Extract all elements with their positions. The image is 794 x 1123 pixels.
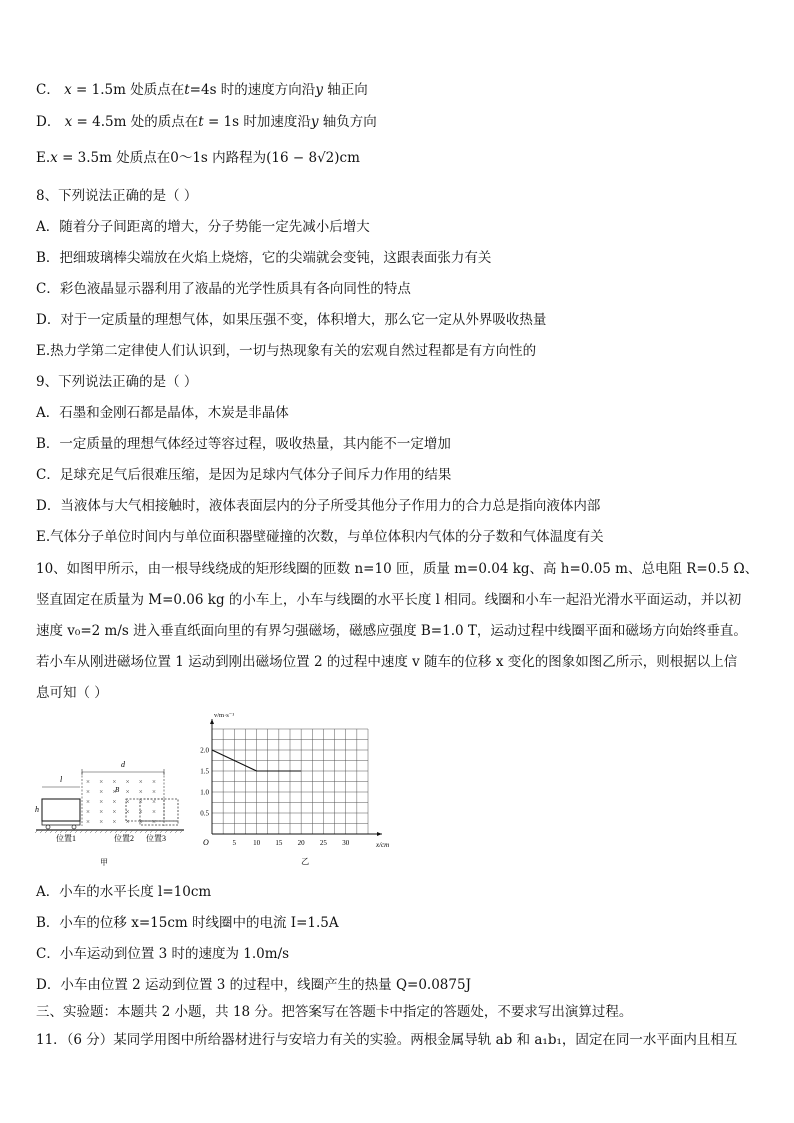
field-cross-icon: × <box>152 778 156 786</box>
q9-option-c: C．足球充足气后很难压缩，是因为足球内气体分子间斥力作用的结果 <box>36 467 452 483</box>
q9-option-d: D．当液体与大气相接触时，液体表面层内的分子所受其他分子作用力的合力总是指向液体内部 <box>36 498 601 514</box>
y-tick-label: 2.0 <box>200 746 209 755</box>
x-axis-arrow-icon <box>377 832 382 836</box>
q9-option-e: E.气体分子单位时间内与单位面积器壁碰撞的次数，与单位体积内气体的分子数和气体温度有关 <box>36 529 604 545</box>
field-cross-icon: × <box>112 818 117 826</box>
chart-grid <box>212 729 368 834</box>
q8-option-e: E.热力学第二定律使人们认识到，一切与热现象有关的宏观自然过程都是有方向性的 <box>36 343 537 359</box>
math-path: (16 − 8√2)cm <box>266 150 360 166</box>
wheel-icon <box>46 825 50 829</box>
q10-stem-line4: 若小车从刚进磁场位置 1 运动到刚出磁场位置 2 的过程中速度 v 随车的位移 x 变化的图象如图乙所示，则根据以上信 <box>36 654 738 670</box>
q7-option-d <box>36 112 377 132</box>
math-axis: y <box>315 82 323 98</box>
field-cross-icon: × <box>99 818 104 826</box>
q8-option-c: C．彩色液晶显示器利用了液晶的光学性质具有各向同性的特点 <box>36 281 411 297</box>
cart-position1 <box>42 821 80 825</box>
coil-position3 <box>140 799 178 821</box>
q8-stem: 8、下列说法正确的是（ ） <box>36 188 198 204</box>
field-cross-icon: × <box>99 778 104 786</box>
y-tick-label: 0.5 <box>200 809 209 818</box>
label-position2: 位置2 <box>114 834 134 843</box>
x-tick-label: 15 <box>275 839 283 847</box>
text: 时的速度方向沿 <box>216 82 316 98</box>
text: 时加速度沿 <box>239 114 311 130</box>
q9-option-b: B．一定质量的理想气体经过等容过程，吸收热量，其内能不一定增加 <box>36 436 451 452</box>
coil-position2 <box>126 799 164 821</box>
label-position3: 位置3 <box>146 834 166 843</box>
math-x: x <box>50 150 58 166</box>
x-tick-label: 20 <box>297 839 305 847</box>
math-value: = 1.5m <box>71 82 126 98</box>
text: 处质点在 <box>111 150 171 166</box>
chart-axes <box>210 719 382 836</box>
q8-option-a: A．随着分子间距离的增大，分子势能一定先减小后增大 <box>36 219 370 235</box>
field-cross-icon: × <box>86 798 90 806</box>
q10-option-d: D．小车由位置 2 运动到位置 3 的过程中，线圈产生的热量 Q=0.0875J <box>36 977 471 993</box>
field-cross-icon: × <box>86 778 90 786</box>
section-3-heading: 三、实验题：本题共 2 小题，共 18 分。把答案写在答题卡中指定的答题处，不要求写出演算过程。 <box>36 1004 633 1020</box>
label-B: B <box>115 786 120 794</box>
wheel-icon <box>72 825 76 829</box>
field-cross-icon: × <box>152 788 156 796</box>
x-tick-label: 10 <box>253 839 261 847</box>
chart-xlabel: x/cm <box>376 841 390 849</box>
math-t-value: =4s <box>189 82 217 98</box>
math-t: t <box>184 82 190 98</box>
text: 内路程为 <box>207 150 267 166</box>
option-label: E. <box>36 150 51 166</box>
field-cross-icon: × <box>86 818 90 826</box>
math-x: x <box>64 82 72 98</box>
label-d: d <box>121 760 125 769</box>
chart-ylabel: v/m·s⁻¹ <box>214 712 235 719</box>
chart-tick-labels <box>200 747 349 848</box>
q10-stem-line2: 竖直固定在质量为 M=0.06 kg 的小车上，小车与线圈的水平长度 l 相同。线圈和小车一起沿光滑水平面运动，并以初 <box>36 592 742 608</box>
y-axis-arrow-icon <box>210 719 214 724</box>
q7-option-e <box>36 148 360 168</box>
q10-stem-line1: 10、如图甲所示，由一根导线绕成的矩形线圈的匝数 n=10 匝，质量 m=0.04 kg、高 h=0.05 m、总电阻 R=0.5 Ω、 <box>36 561 759 577</box>
field-cross-icon: × <box>112 798 117 806</box>
field-cross-icon: × <box>125 818 130 826</box>
coil-position1 <box>42 799 80 821</box>
q10-option-b: B．小车的位移 x=15cm 时线圈中的电流 I=1.5A <box>36 915 339 931</box>
field-cross-icon: × <box>138 778 143 786</box>
field-cross-icon: × <box>152 818 156 826</box>
q7-option-c <box>36 80 368 100</box>
field-cross-icon: × <box>99 798 104 806</box>
chart-caption: 乙 <box>301 857 310 866</box>
option-label: D． <box>36 114 61 130</box>
field-cross-icon: × <box>152 808 156 816</box>
figure-jia <box>34 760 204 870</box>
q10-stem-line3: 速度 v₀=2 m/s 进入垂直纸面向里的有界匀强磁场，磁感应强度 B=1.0 T，运动过程中线圈平面和磁场方向始终垂直。 <box>36 623 747 639</box>
text: 处质点在 <box>125 82 185 98</box>
option-label: C． <box>36 82 60 98</box>
q8-option-b: B．把细玻璃棒尖端放在火焰上烧熔，它的尖端就会变钝，这跟表面张力有关 <box>36 250 492 266</box>
label-h: h <box>35 805 39 814</box>
magnetic-field-crosses <box>86 778 156 826</box>
math-t-value: = 1s <box>203 114 240 130</box>
field-cross-icon: × <box>138 788 143 796</box>
q9-option-a: A．石墨和金刚石都是晶体，木炭是非晶体 <box>36 405 289 421</box>
text: 轴负方向 <box>318 114 377 130</box>
text: 轴正向 <box>322 82 368 98</box>
math-value: = 3.5m <box>57 150 112 166</box>
y-tick-label: 1.0 <box>200 788 209 797</box>
field-cross-icon: × <box>86 808 90 816</box>
text: 处的质点在 <box>126 114 199 130</box>
chart-origin: O <box>203 838 209 847</box>
field-cross-icon: × <box>99 788 104 796</box>
label-l: l <box>60 775 63 784</box>
field-cross-icon: × <box>125 798 130 806</box>
field-cross-icon: × <box>112 778 117 786</box>
q9-stem: 9、下列说法正确的是（ ） <box>36 374 198 390</box>
x-tick-label: 5 <box>232 839 237 847</box>
field-cross-icon: × <box>99 808 104 816</box>
y-tick-label: 1.5 <box>200 767 209 776</box>
figure-yi-chart <box>194 712 394 872</box>
field-cross-icon: × <box>112 808 117 816</box>
math-x: x <box>64 114 73 130</box>
field-cross-icon: × <box>125 788 130 796</box>
field-cross-icon: × <box>138 798 143 806</box>
field-cross-icon: × <box>112 788 117 796</box>
cart-position3 <box>140 821 178 825</box>
x-tick-label: 25 <box>319 839 327 847</box>
field-cross-icon: × <box>125 778 130 786</box>
q11-stem: 11．（6 分）某同学用图中所给器材进行与安培力有关的实验。两根金属导轨 ab 和 a₁b₁，固定在同一水平面内且相互 <box>36 1032 738 1048</box>
math-range: 0～1s <box>170 150 208 166</box>
math-axis: y <box>310 114 319 130</box>
field-cross-icon: × <box>138 808 143 816</box>
q10-stem-line5: 息可知（ ） <box>36 685 108 701</box>
label-position1: 位置1 <box>56 834 76 843</box>
q10-option-a: A．小车的水平长度 l=10cm <box>36 884 212 900</box>
field-cross-icon: × <box>152 798 156 806</box>
figure-caption-jia: 甲 <box>100 858 108 867</box>
field-cross-icon: × <box>138 818 143 826</box>
field-cross-icon: × <box>125 808 130 816</box>
field-cross-icon: × <box>86 788 90 796</box>
math-t: t <box>198 114 204 130</box>
q10-option-c: C．小车运动到位置 3 时的速度为 1.0m/s <box>36 946 290 962</box>
q8-option-d: D．对于一定质量的理想气体，如果压强不变，体积增大，那么它一定从外界吸收热量 <box>36 312 547 328</box>
x-tick-label: 30 <box>342 839 350 847</box>
math-value: = 4.5m <box>72 114 127 130</box>
